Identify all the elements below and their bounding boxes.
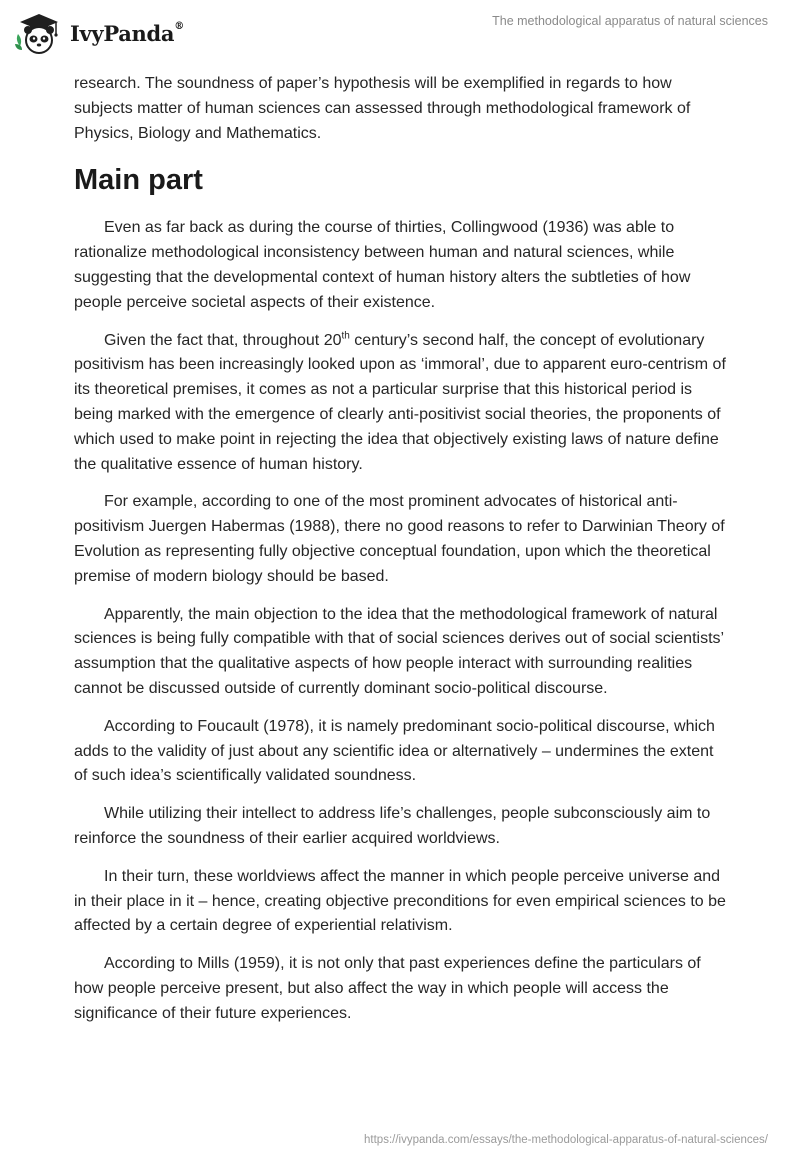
essay-content bbox=[74, 72, 730, 1040]
brand-name: IvyPanda® bbox=[70, 20, 184, 46]
paragraph-8: According to Mills (1959), it is not only that past experiences define the particulars of how people perceive present, but also affect the way in which people will access the significance of their future experiences. bbox=[74, 955, 701, 1022]
paragraph-4: Apparently, the main objection to the idea that the methodological framework of natural sciences is being fully compatible with that of social sciences derives out of social scientists’ assumption that the qualitative aspects of how people interact with surrounding realities cannot be discussed outside of currently dominant socio-political discourse. bbox=[74, 605, 724, 697]
paragraph-3: For example, according to one of the most prominent advocates of historical anti-positivism Juergen Habermas (1988), there no good reasons to refer to Darwinian Theory of Evolution as representing fully objective conceptual foundation, upon which the theoretical premise of modern biology should be based. bbox=[74, 493, 725, 585]
page-header bbox=[0, 0, 800, 70]
intro-paragraph: research. The soundness of paper’s hypothesis will be exemplified in regards to how subjects matter of human sciences can assessed through methodological framework of Physics, Biology and Mathematics. bbox=[74, 75, 691, 142]
panda-graduate-icon bbox=[14, 10, 64, 56]
registered-mark: ® bbox=[174, 20, 184, 32]
source-url-link[interactable]: https://ivypanda.com/essays/the-methodological-apparatus-of-natural-sciences/ bbox=[364, 1134, 768, 1146]
ivypanda-logo[interactable] bbox=[14, 10, 184, 56]
paragraph-6: While utilizing their intellect to address life’s challenges, people subconsciously aim to reinforce the soundness of their earlier acquired worldviews. bbox=[74, 805, 711, 847]
section-heading: Main part bbox=[74, 164, 203, 197]
paragraph-2: Given the fact that, throughout 20th century’s second half, the concept of evolutionary positivism has been increasingly looked upon as ‘immoral’, due to apparent euro-centrism of its theoretical premises, it comes as not a particular surprise that this historical period is being marked with the emergence of clearly anti-positivist social theories, the proponents of which used to make point in rejecting the idea that objectively existing laws of nature define the qualitative essence of human history. bbox=[74, 330, 726, 473]
paragraph-1: Even as far back as during the course of thirties, Collingwood (1936) was able to rationalize methodological inconsistency between human and natural sciences, while suggesting that the developmental context of human history alters the subtleties of how people perceive societal aspects of their existence. bbox=[74, 219, 691, 311]
document-title: The methodological apparatus of natural sciences bbox=[492, 14, 768, 28]
paragraph-5: According to Foucault (1978), it is namely predominant socio-political discourse, which adds to the validity of just about any scientific idea or alternatively – undermines the extent of such idea’s scientifically validated soundness. bbox=[74, 717, 715, 785]
paragraph-7: In their turn, these worldviews affect the manner in which people perceive universe and in their place in it – hence, creating objective preconditions for even empirical sciences to be affected by a certain degree of experiential relativism. bbox=[74, 867, 726, 935]
